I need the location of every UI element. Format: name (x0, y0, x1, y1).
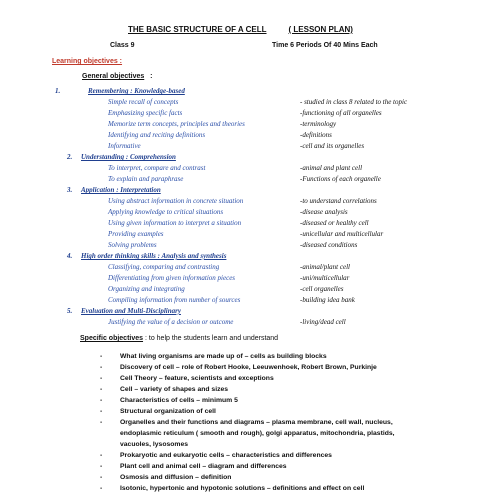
objective-note: -definitions (300, 131, 332, 139)
category-number: 5. (67, 307, 73, 315)
specific-objectives-label: Specific objectives (80, 335, 144, 342)
general-objectives-label: General objectives (82, 73, 145, 80)
objective-item: Identifying and reciting definitions (108, 131, 206, 139)
list-item: - What living organisms are made up of – cells as building blocks (100, 353, 327, 360)
objective-item: Organizing and integrating (108, 285, 185, 293)
category-higher-order (67, 252, 226, 260)
category-evaluation (67, 307, 181, 315)
objective-item: To explain and paraphrase (108, 175, 184, 183)
objective-item: Emphasizing specific facts (108, 109, 183, 117)
objective-note: - studied in class 8 related to the topic (300, 98, 408, 106)
list-item: - Characteristics of cells – minimum 5 (100, 397, 238, 404)
category-remembering (55, 87, 185, 95)
list-item: - Cell Theory – feature, scientists and exceptions (100, 375, 274, 382)
list-item: - Isotonic, hypertonic and hypotonic solutions – definitions and effect on cell (100, 485, 365, 492)
objective-item: To interpret, compare and contrast (108, 164, 206, 172)
objective-item: Providing examples (108, 230, 164, 238)
category-number: 4. (67, 252, 73, 260)
category-label: Application : Interpretation (81, 186, 161, 194)
list-item: - Structural organization of cell (100, 408, 216, 415)
category-number: 3. (67, 186, 73, 194)
objective-item: Simple recall of concepts (108, 98, 179, 106)
objective-note: -disease analysis (300, 208, 348, 216)
list-item: - Cell – variety of shapes and sizes (100, 386, 229, 393)
objective-note: -diseased conditions (300, 241, 358, 249)
category-label: Remembering : Knowledge-based (88, 87, 185, 95)
objective-item: Using abstract information in concrete situation (108, 197, 244, 205)
general-objectives-heading (82, 73, 152, 80)
objective-item: Using given information to interpret a situation (108, 219, 242, 227)
objective-item: Justifying the value of a decision or outcome (108, 318, 234, 326)
document-title (128, 25, 353, 34)
objective-item: Solving problems (108, 241, 157, 249)
specific-objectives-heading (80, 335, 278, 342)
list-item: - Organelles and their functions and diagrams – plasma membrane, cell wall, nucleus, (100, 419, 393, 426)
objective-note: -living/dead cell (300, 318, 346, 326)
objective-note: -uni/multicellular (300, 274, 350, 282)
objective-note: -functioning of all organelles (300, 109, 382, 117)
title-text: THE BASIC STRUCTURE OF A CELL (128, 25, 267, 34)
category-application (67, 186, 161, 194)
list-item-continued: vacuoles, lysosomes (120, 441, 189, 448)
class-label: Class 9 (110, 42, 135, 49)
objective-note: -diseased or healthy cell (300, 219, 369, 227)
list-item: - Discovery of cell – role of Robert Hooke, Leeuwenhoek, Robert Brown, Purkinje (100, 364, 377, 371)
objective-note: -cell and its organelles (300, 142, 365, 150)
objective-note: -Functions of each organelle (300, 175, 381, 183)
objective-note: -terminology (300, 120, 337, 128)
list-item: - Osmosis and diffusion – definition (100, 474, 232, 481)
general-objectives-colon: : (150, 73, 153, 80)
category-understanding (67, 153, 176, 161)
objective-item: Classifying, comparing and contrasting (108, 263, 220, 271)
category-label: Understanding : Comprehension (81, 153, 176, 161)
objective-item: Applying knowledge to critical situations (108, 208, 224, 216)
specific-objectives-rest: : to help the students learn and understand (144, 335, 279, 342)
list-item-continued: endoplasmic reticulum ( smooth and rough), golgi apparatus, mitochondria, plastids, (120, 430, 395, 437)
objective-item: Compiling information from number of sources (108, 296, 241, 304)
list-item: - Prokaryotic and eukaryotic cells – characteristics and differences (100, 452, 332, 459)
time-label: Time 6 Periods Of 40 Mins Each (272, 42, 378, 49)
category-label: High order thinking skills : Analysis and synthesis (81, 252, 227, 260)
category-number: 2. (67, 153, 73, 161)
objective-note: -animal/plant cell (300, 263, 350, 271)
objective-note: -animal and plant cell (300, 164, 363, 172)
learning-objectives-heading: Learning objectives : (52, 58, 123, 65)
objective-note: -to understand correlations (300, 197, 377, 205)
objective-note: -cell organelles (300, 285, 344, 293)
category-number: 1. (55, 87, 61, 95)
objective-item: Memorize term concepts, principles and theories (108, 120, 245, 128)
objective-note: -unicellular and multicellular (300, 230, 384, 238)
title-subtitle: ( LESSON PLAN) (288, 25, 353, 34)
category-label: Evaluation and Multi-Disciplinary (81, 307, 181, 315)
objective-item: Informative (108, 142, 141, 150)
objective-note: -building idea bank (300, 296, 355, 304)
list-item: - Plant cell and animal cell – diagram and differences (100, 463, 287, 470)
objective-item: Differentiating from given information pieces (108, 274, 236, 282)
